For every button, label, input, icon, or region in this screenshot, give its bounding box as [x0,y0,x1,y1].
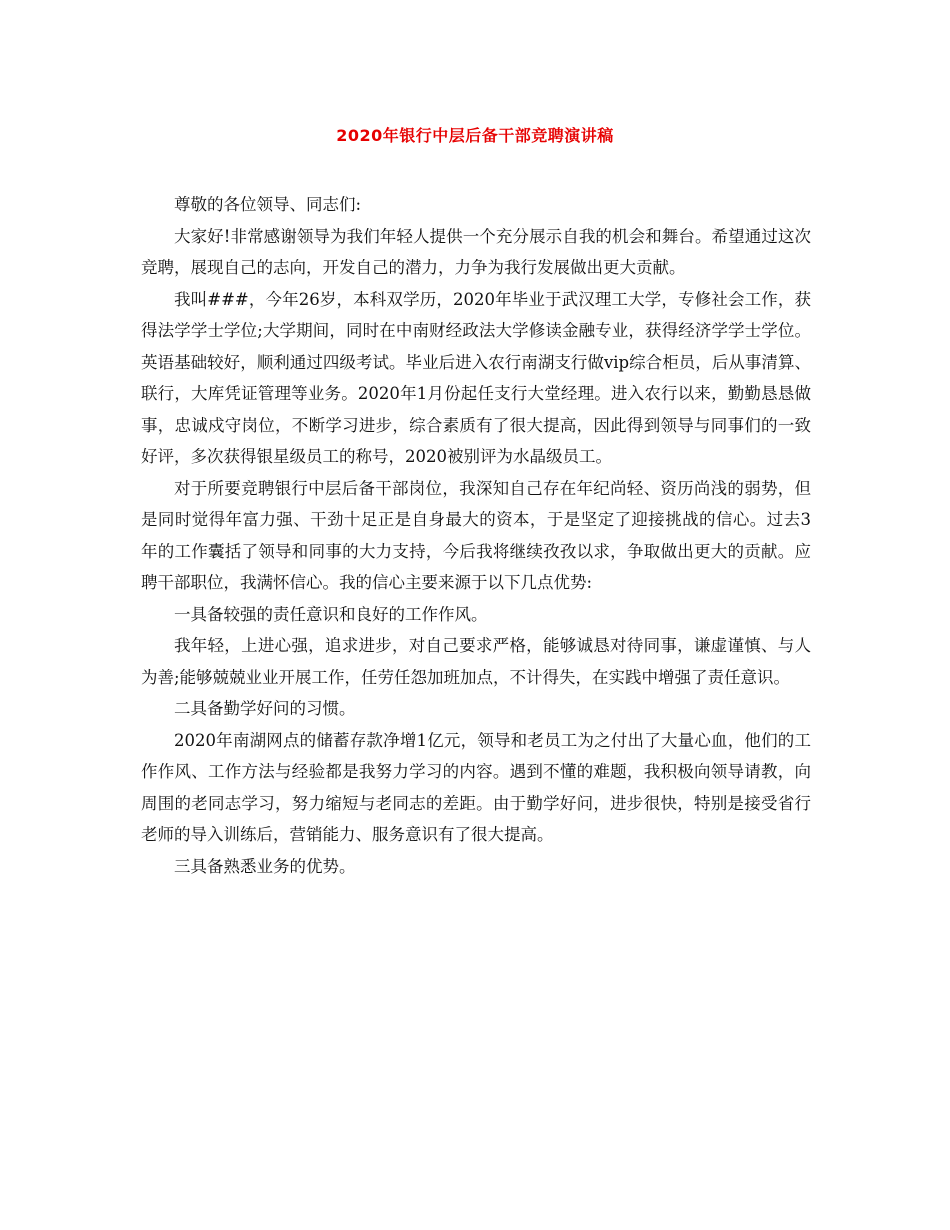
paragraph-motivation: 对于所要竞聘银行中层后备干部岗位，我深知自己存在年纪尚轻、资历尚浅的弱势，但是同时觉得年富力强、干劲十足正是自身最大的资本，于是坚定了迎接挑战的信心。过去3年的工作囊括了领导和同事的大力支持，今后我将继续孜孜以求，争取做出更大的贡献。应聘干部职位，我满怀信心。我的信心主要来源于以下几点优势: [141,478,811,592]
section-heading-business: 三具备熟悉业务的优势。 [174,856,356,876]
section-heading-learning: 二具备勤学好问的习惯。 [174,699,356,718]
paragraph-self-introduction: 我叫###，今年26岁，本科双学历，2020年毕业于武汉理工大学，专修社会工作，获得法学学士学位;大学期间，同时在中南财经政法大学修读金融专业，获得经济学学士学位。英语基础较好，顺利通过四级考试。毕业后进入农行南湖支行做vip综合柜员，后从事清算、联行，大库凭证管理等业务。2020年1月份起任支行大堂经理。进入农行以来，勤勤恳恳做事，忠诚戍守岗位，不断学习进步，综合素质有了很大提高，因此得到领导与同事们的一致好评，多次获得银星级员工的称号，2020被别评为水晶级员工。 [141,289,811,466]
paragraph-greeting: 大家好!非常感谢领导为我们年轻人提供一个充分展示自我的机会和舞台。希望通过这次竞聘，展现自己的志向，开发自己的潜力，力争为我行发展做出更大贡献。 [141,226,811,277]
document-title: 2020年银行中层后备干部竞聘演讲稿 [336,126,614,145]
paragraph-responsibility: 我年轻，上进心强，追求进步，对自己要求严格，能够诚恳对待同事，谦虚谨慎、与人为善;能够兢兢业业开展工作，任劳任怨加班加点，不计得失，在实践中增强了责任意识。 [141,636,811,687]
paragraph-learning: 2020年南湖网点的储蓄存款净增1亿元，领导和老员工为之付出了大量心血，他们的工作作风、工作方法与经验都是我努力学习的内容。遇到不懂的难题，我积极向领导请教，向周围的老同志学习，努力缩短与老同志的差距。由于勤学好问，进步很快，特别是接受省行老师的导入训练后，营销能力、服务意识有了很大提高。 [141,730,811,844]
document-body [141,189,811,882]
section-heading-responsibility: 一具备较强的责任意识和良好的工作作风。 [174,604,488,624]
paragraph-salutation: 尊敬的各位领导、同志们: [174,195,362,214]
